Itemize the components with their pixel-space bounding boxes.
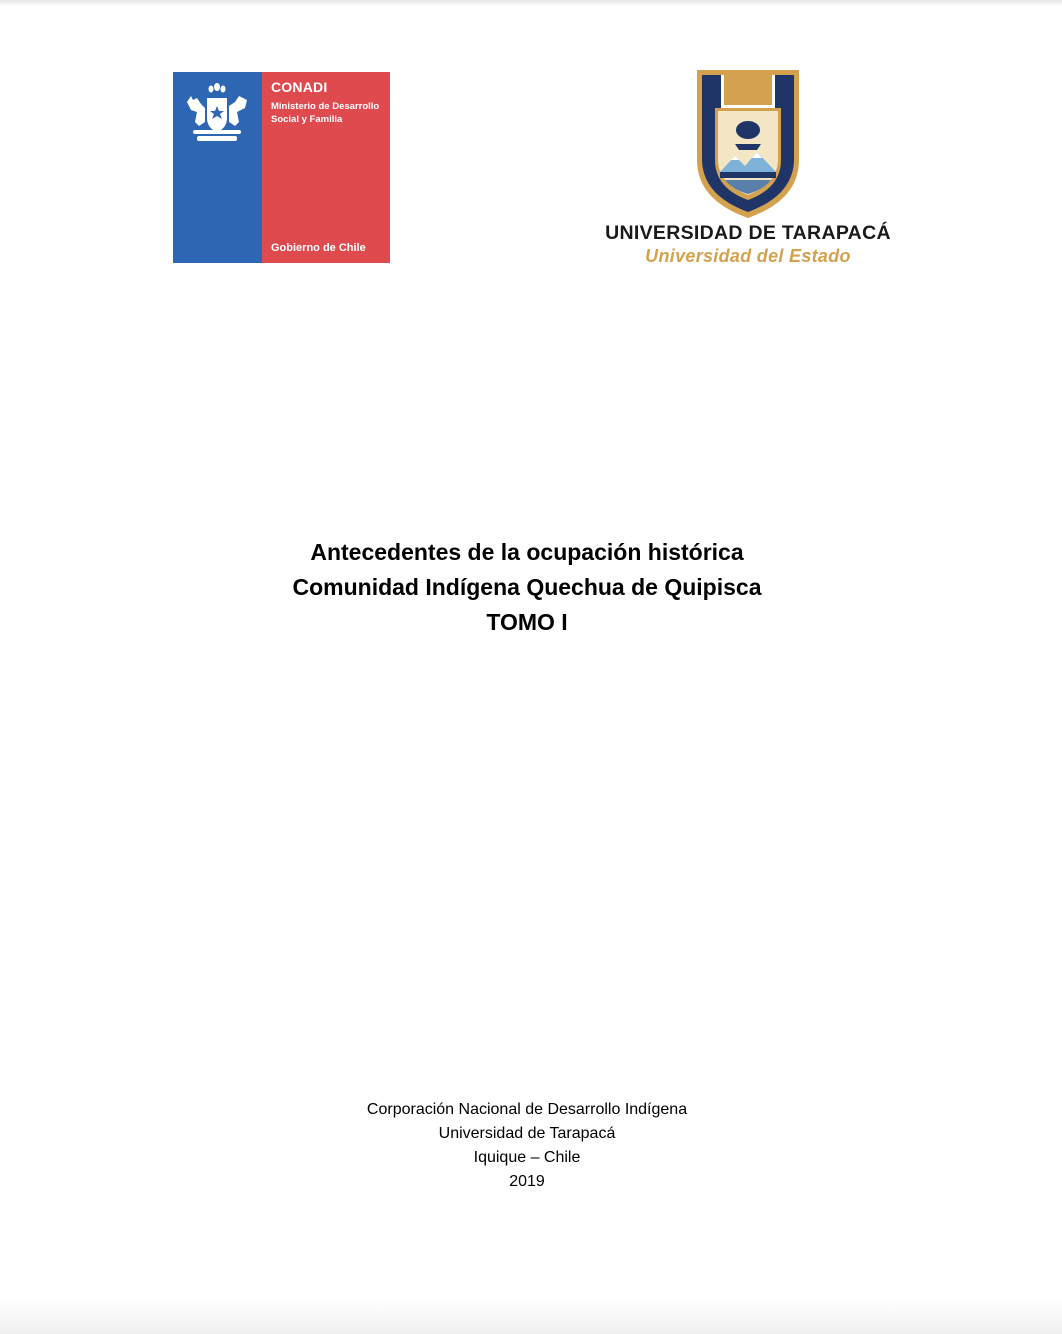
footer-institution: Corporación Nacional de Desarrollo Indígena: [366, 1101, 688, 1118]
uta-logo: [600, 66, 900, 270]
footer-year: 2019: [509, 1173, 545, 1190]
conadi-logo-red-panel: [262, 72, 390, 263]
conadi-logo: [173, 72, 390, 263]
page-top-shadow: [0, 0, 1062, 6]
conadi-logo-blue-panel: [173, 72, 262, 263]
page-bottom-shadow: [0, 1300, 1062, 1334]
title-line-1: Antecedentes de la ocupación histórica: [310, 539, 744, 565]
chile-coat-of-arms-icon: [181, 82, 253, 144]
conadi-government: Gobierno de Chile: [271, 242, 366, 254]
title-line-3: TOMO I: [486, 609, 568, 635]
uta-shield-icon: [695, 68, 801, 218]
document-footer: [0, 1098, 1054, 1194]
conadi-name: CONADI: [271, 79, 328, 95]
footer-university: Universidad de Tarapacá: [438, 1125, 616, 1142]
uta-name: UNIVERSIDAD DE TARAPACÁ: [605, 222, 891, 244]
uta-tagline: Universidad del Estado: [645, 246, 851, 266]
document-title: [0, 535, 1054, 640]
footer-location: Iquique – Chile: [473, 1149, 581, 1166]
conadi-ministry: Ministerio de Desarrollo Social y Familia: [271, 101, 380, 125]
title-line-2: Comunidad Indígena Quechua de Quipisca: [292, 574, 762, 600]
